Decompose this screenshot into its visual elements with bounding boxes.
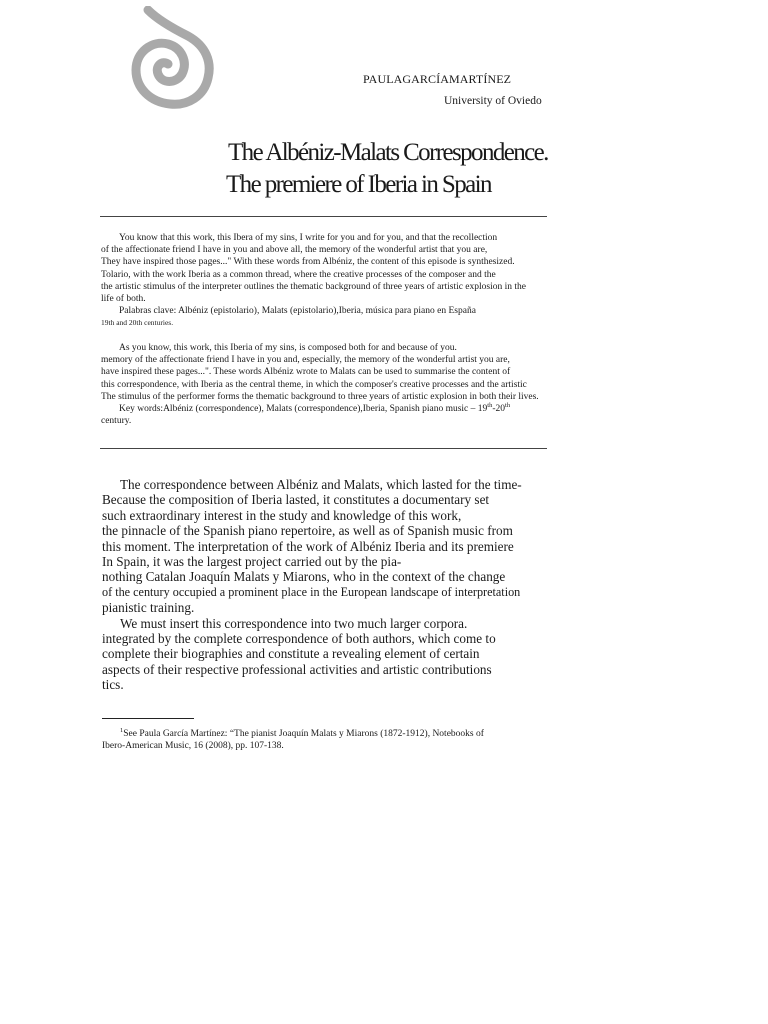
paper-title: [228, 137, 548, 201]
abstract-english: [101, 342, 601, 427]
body-line: the pinnacle of the Spanish piano repertoire, as well as of Spanish music from: [102, 523, 513, 539]
abstract-line: As you know, this work, this Iberia of my sins, is composed both for and because of you.: [119, 343, 457, 353]
body-line: aspects of their respective professional activities and artistic contributions: [102, 661, 492, 677]
body-line: In Spain, it was the largest project carried out by the pia-: [102, 554, 402, 570]
body-line: this moment. The interpretation of the work of Albéniz Iberia and its premiere: [102, 538, 514, 554]
body-text: [102, 477, 580, 693]
author-name: PAULAGARCÍAMARTÍNEZ: [363, 72, 512, 86]
top-divider: [100, 216, 547, 217]
title-line-2: The premiere of Iberia in Spain: [226, 171, 491, 198]
keywords-spanish-cont: 19th and 20th centuries.: [101, 318, 174, 328]
body-line: We must insert this correspondence into two much larger corpora.: [120, 615, 468, 631]
body-line: nothing Catalan Joaquín Malats y Miarons, who in the context of the change: [102, 569, 506, 585]
spiral-logo-icon: [124, 6, 214, 110]
keywords-sup: th: [487, 401, 493, 409]
footnote-marker: 1: [120, 726, 124, 734]
keywords-english-end: century.: [101, 416, 132, 427]
keywords-spanish: Palabras clave: Albéniz (epistolario), Malats (epistolario),Iberia, música para piano en España: [119, 306, 476, 317]
abstract-line: Tolario, with the work Iberia as a common thread, where the creative processes of the composer and the: [101, 269, 496, 280]
body-line: such extraordinary interest in the study and knowledge of this work,: [102, 507, 462, 523]
abstract-line: life of both.: [101, 294, 146, 305]
abstract-spanish: [101, 232, 601, 330]
body-line: Because the composition of Iberia lasted, it constitutes a documentary set: [102, 492, 490, 508]
body-line: of the century occupied a prominent place in the European landscape of interpretation: [102, 584, 521, 599]
abstract-line: the artistic stimulus of the interpreter outlines the thematic background of three years of artistic explosion in the: [101, 281, 526, 292]
abstract-line: have inspired these pages...". These words Albéniz wrote to Malats can be used to summarise the content of: [101, 367, 511, 378]
body-line: integrated by the complete correspondence of both authors, which come to: [102, 631, 496, 647]
keywords-sup: th: [505, 401, 511, 409]
abstract-divider: [100, 448, 547, 449]
footnote-divider: [102, 718, 194, 719]
footnote-text: See Paula García Martínez: “The pianist Joaquín Malats y Miarons (1872-1912), Notebooks of: [123, 729, 484, 739]
keywords-text: Key words:Albéniz (correspondence), Malats (correspondence),Iberia, Spanish piano music – 19: [119, 404, 488, 415]
body-line: pianistic training.: [102, 600, 195, 616]
body-line: The correspondence between Albéniz and Malats, which lasted for the time-: [120, 477, 522, 492]
abstract-line: You know that this work, this Ibera of my sins, I write for you and for you, and that the recollection: [119, 233, 498, 243]
footnote-line-1: [102, 728, 562, 740]
body-line: tics.: [102, 677, 124, 693]
footnote-line-2: Ibero-American Music, 16 (2008), pp. 107-138.: [102, 741, 284, 751]
abstract-line: this correspondence, with Iberia as the central theme, in which the composer's creative processes and the artistic: [101, 379, 527, 390]
abstract-line: The stimulus of the performer forms the thematic background to three years of artistic explosion in both their lives.: [101, 391, 539, 402]
abstract-line: They have inspired those pages..." With these words from Albéniz, the content of this episode is synthesized.: [101, 257, 515, 268]
keywords-english: [101, 403, 601, 415]
abstract-line: memory of the affectionate friend I have in you and, especially, the memory of the wonderful artist you are,: [101, 355, 510, 366]
body-line: complete their biographies and constitute a revealing element of certain: [102, 646, 480, 662]
keywords-dash: -20: [492, 404, 506, 415]
title-line-1: The Albéniz-Malats Correspondence.: [228, 139, 548, 166]
author-affiliation: University of Oviedo: [444, 95, 542, 107]
footnote: [102, 728, 562, 752]
abstract-line: of the affectionate friend I have in you and above all, the memory of the wonderful artist that you are,: [101, 245, 488, 256]
